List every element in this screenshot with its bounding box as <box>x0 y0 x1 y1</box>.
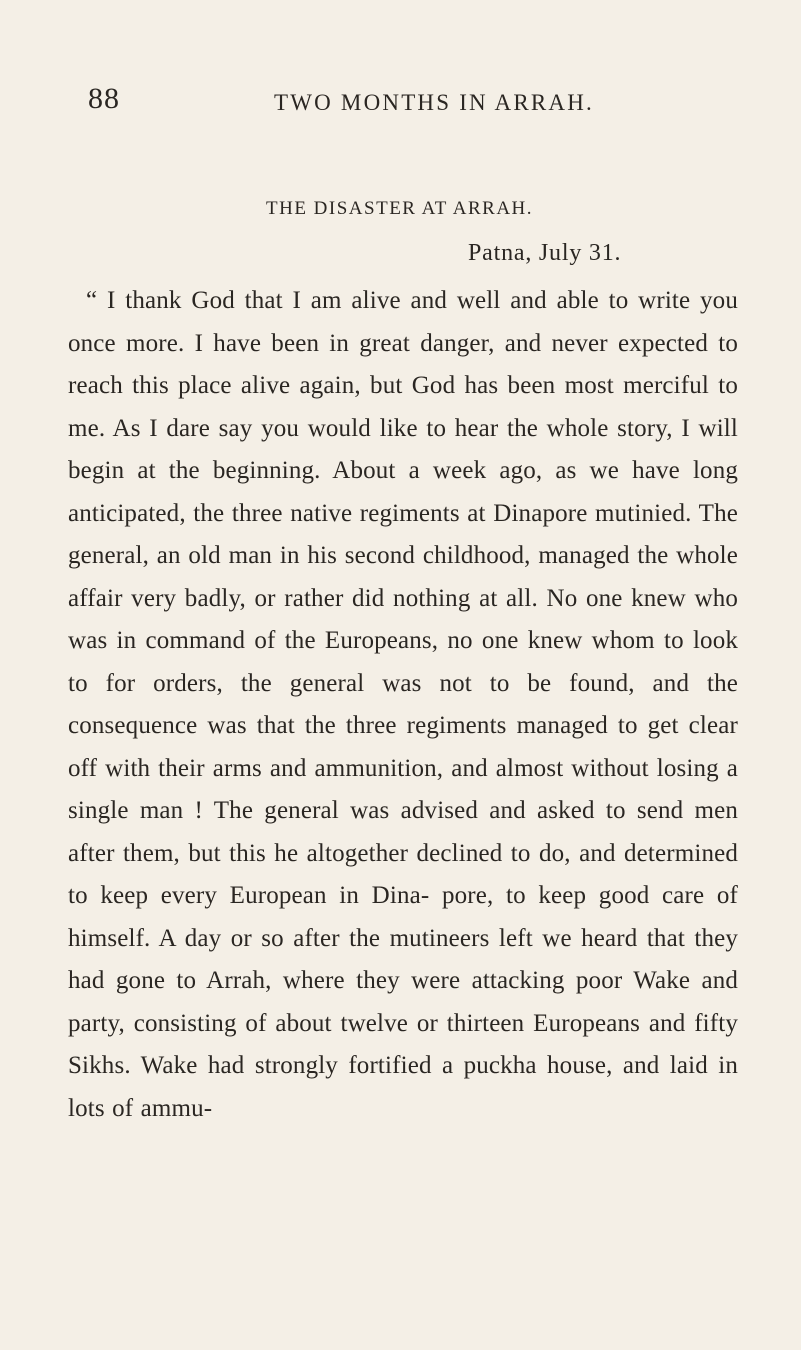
body-text <box>68 280 738 1130</box>
letter-dateline: Patna, July 31. <box>468 240 622 266</box>
letter-paragraph: “ I thank God that I am alive and well and able to write you once more. I have been in great danger, and never expected to reach this place alive again, but God has been most merciful to me. As I dare say you would like to hear the whole story, I will begin at the beginning. About a week ago, as we have long anticipated, the three native regiments at Dinapore mutinied. The general, an old man in his second childhood, managed the whole affair very badly, or rather did nothing at all. No one knew who was in command of the Europeans, no one knew whom to look to for orders, the general was not to be found, and the consequence was that the three regiments managed to get clear off with their arms and ammunition, and almost without losing a single man ! The general was advised and asked to send men after them, but this he altogether declined to do, and determined to keep every European in Dina- pore, to keep good care of himself. A day or so after the mutineers left we heard that they had gone to Arrah, where they were attacking poor Wake and party, consisting of about twelve or thirteen Europeans and fifty Sikhs. Wake had strongly fortified a puckha house, and laid in lots of ammu- <box>68 287 738 1122</box>
running-head: TWO MONTHS IN ARRAH. <box>274 90 594 115</box>
page-number: 88 <box>88 82 120 115</box>
page-header <box>88 82 741 142</box>
section-title: THE DISASTER AT ARRAH. <box>266 198 534 219</box>
